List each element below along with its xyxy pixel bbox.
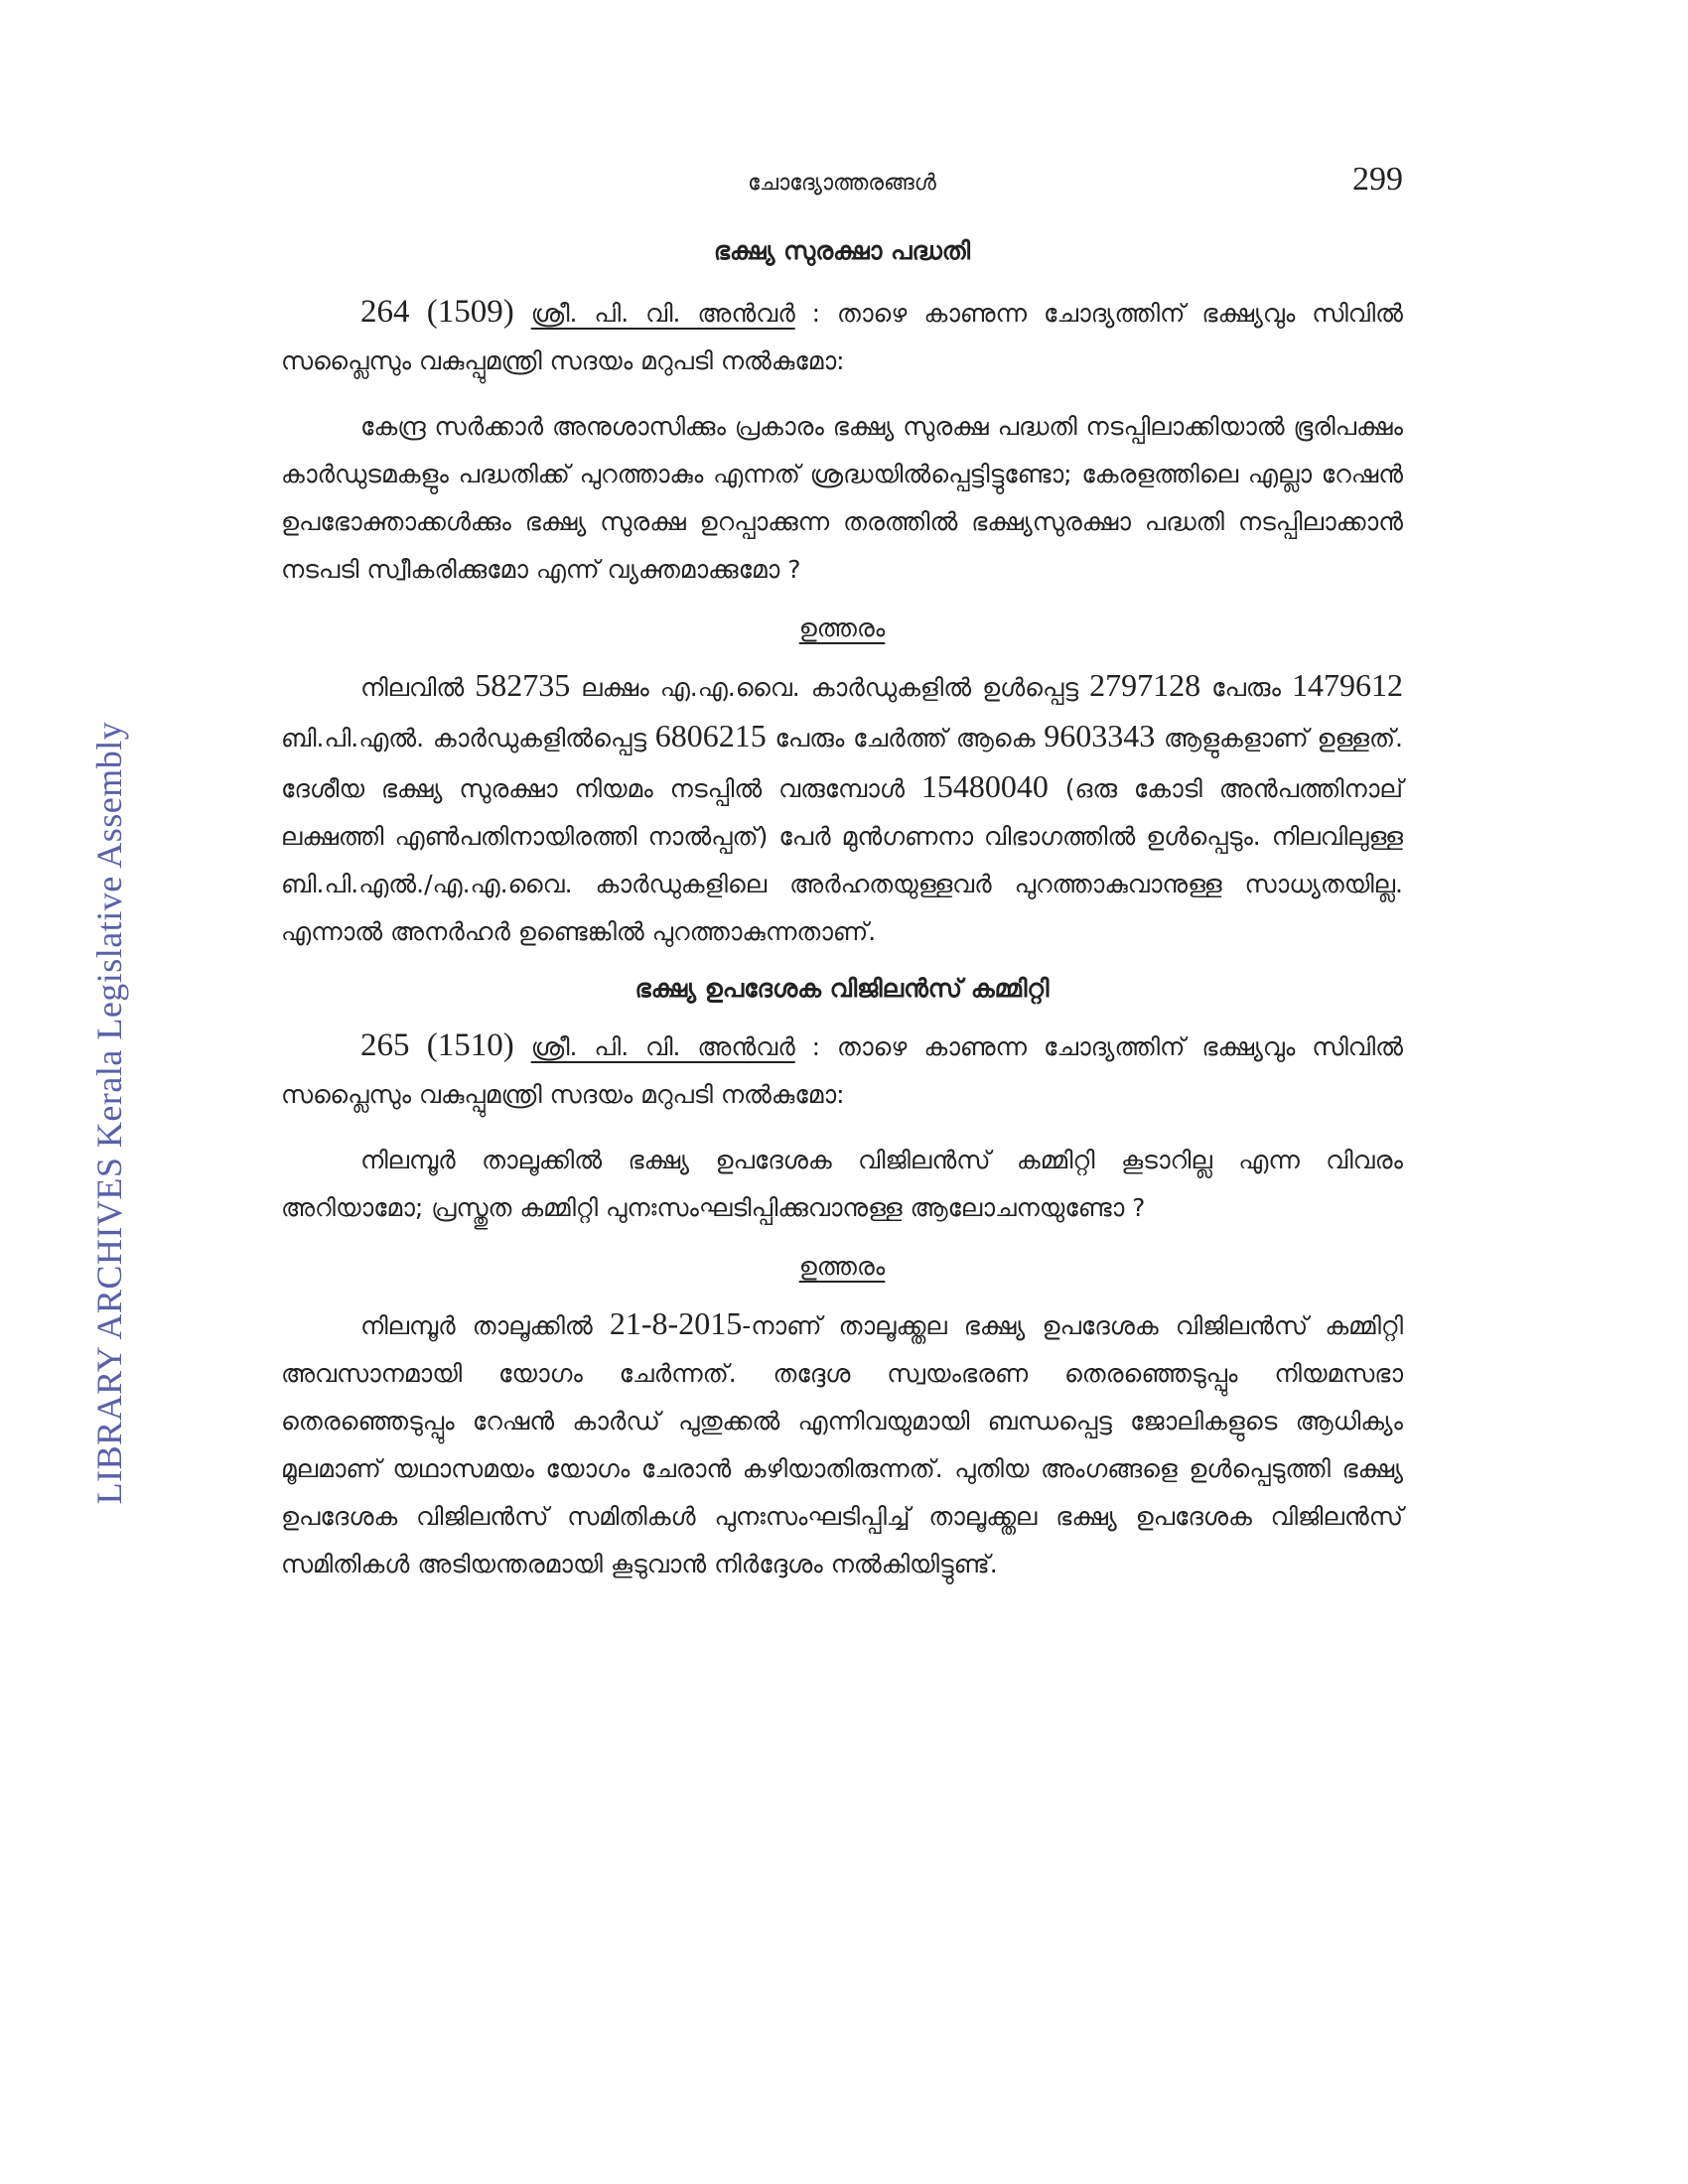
section-title: ഭക്ഷ്യ സുരക്ഷാ പദ്ധതി (713, 236, 971, 265)
member-name: ശ്രീ. പി. വി. അൻവർ (530, 1032, 795, 1061)
page-content (281, 149, 1403, 1588)
answer-text: നിലമ്പൂർ താലൂക്കിൽ 21-8-2015-നാണ് താലൂക്ക്തല ഭക്ഷ്യ ഉപദേശക വിജിലൻസ് കമ്മിറ്റി അവസാനമായി യോഗം ചേർന്നത്. തദ്ദേശ സ്വയംഭരണ തെരഞ്ഞെടുപ്പും നിയമസഭാ തെരഞ്ഞെടുപ്പും റേഷൻ കാർഡ് പുതുക്കൽ എന്നിവയുമായി ബന്ധപ്പെട്ട ജോലികളുടെ ആധിക്യം മൂലമാണ് യഥാസമയം യോഗം ചേരാൻ കഴിയാതിരുന്നത്. പുതിയ അംഗങ്ങളെ ഉൾപ്പെടുത്തി ഭക്ഷ്യ ഉപദേശക വിജിലൻസ് സമിതികൾ പുനഃസംഘടിപ്പിച്ച് താലൂക്ക്തല ഭക്ഷ്യ ഉപദേശക വിജിലൻസ് സമിതികൾ അടിയന്തരമായി കൂടുവാൻ നിർദ്ദേശം നൽകിയിട്ടുണ്ട്. (281, 1305, 1403, 1578)
member-name: ശ്രീ. പി. വി. അൻവർ (530, 299, 795, 328)
answer-heading: ഉത്തരം (798, 614, 886, 642)
question-number: 264 (1509) (360, 294, 514, 330)
question-text: കേന്ദ്ര സർക്കാർ അനുശാസിക്കും പ്രകാരം ഭക്ഷ്യ സുരക്ഷ പദ്ധതി നടപ്പിലാക്കിയാൽ ഭൂരിപക്ഷം കാർഡുടമകളും പദ്ധതിക്ക് പുറത്താകും എന്നത് ശ്രദ്ധയിൽപ്പെട്ടിട്ടുണ്ടോ; കേരളത്തിലെ എല്ലാ റേഷൻ ഉപഭോക്താക്കൾക്കും ഭക്ഷ്യ സുരക്ഷ ഉറപ്പാക്കുന്ന തരത്തിൽ ഭക്ഷ്യസുരക്ഷാ പദ്ധതി നടപ്പിലാക്കാൻ നടപടി സ്വീകരിക്കുമോ എന്ന് വ്യക്തമാക്കുമോ ? (281, 412, 1403, 584)
page-number: 299 (1352, 161, 1403, 198)
question-number: 265 (1510) (360, 1027, 514, 1063)
archive-watermark: LIBRARY ARCHIVES Kerala Legislative Assembly (89, 721, 129, 1505)
running-header (281, 149, 1403, 208)
running-title: ചോദ്യോത്തരങ്ങൾ (748, 171, 936, 196)
question-heading (281, 288, 1403, 385)
section-title: ഭക്ഷ്യ ഉപദേശക വിജിലൻസ് കമ്മിറ്റി (634, 974, 1050, 1003)
answer-text: നിലവിൽ 582735 ലക്ഷം എ.എ.വൈ. കാർഡുകളിൽ ഉൾപ്പെട്ട 2797128 പേരും 1479612 ബി.പി.എൽ. കാർഡുകളിൽപ്പെട്ട 6806215 പേരും ചേർത്ത് ആകെ 9603343 ആളുകളാണ് ഉള്ളത്. ദേശീയ ഭക്ഷ്യ സുരക്ഷാ നിയമം നടപ്പിൽ വരുമ്പോൾ 15480040 (ഒരു കോടി അൻപത്തിനാല് ലക്ഷത്തി എൺപതിനായിരത്തി നാൽപ്പത്) പേർ മുൻഗണനാ വിഭാഗത്തിൽ ഉൾപ്പെടും. നിലവിലുള്ള ബി.പി.എൽ./എ.എ.വൈ. കാർഡുകളിലെ അർഹതയുള്ളവർ പുറത്താകുവാനുള്ള സാധ്യതയില്ല. എന്നാൽ അനർഹർ ഉണ്ടെങ്കിൽ പുറത്താകുന്നതാണ്. (281, 667, 1403, 946)
question-intro: : താഴെ കാണുന്ന ചോദ്യത്തിന് ഭക്ഷ്യവും സിവിൽ സപ്ലൈസും വകുപ്പുമന്ത്രി സദയം മറുപടി നൽകുമോ: (281, 1032, 1403, 1109)
question-heading (281, 1022, 1403, 1119)
question-intro: : താഴെ കാണുന്ന ചോദ്യത്തിന് ഭക്ഷ്യവും സിവിൽ സപ്ലൈസും വകുപ്പുമന്ത്രി സദയം മറുപടി നൽകുമോ: (281, 299, 1403, 375)
question-text: നിലമ്പൂർ താലൂക്കിൽ ഭക്ഷ്യ ഉപദേശക വിജിലൻസ് കമ്മിറ്റി കൂടാറില്ല എന്ന വിവരം അറിയാമോ; പ്രസ്തുത കമ്മിറ്റി പുനഃസംഘടിപ്പിക്കുവാനുള്ള ആലോചനയുണ്ടോ ? (281, 1146, 1403, 1222)
answer-heading: ഉത്തരം (798, 1252, 886, 1281)
